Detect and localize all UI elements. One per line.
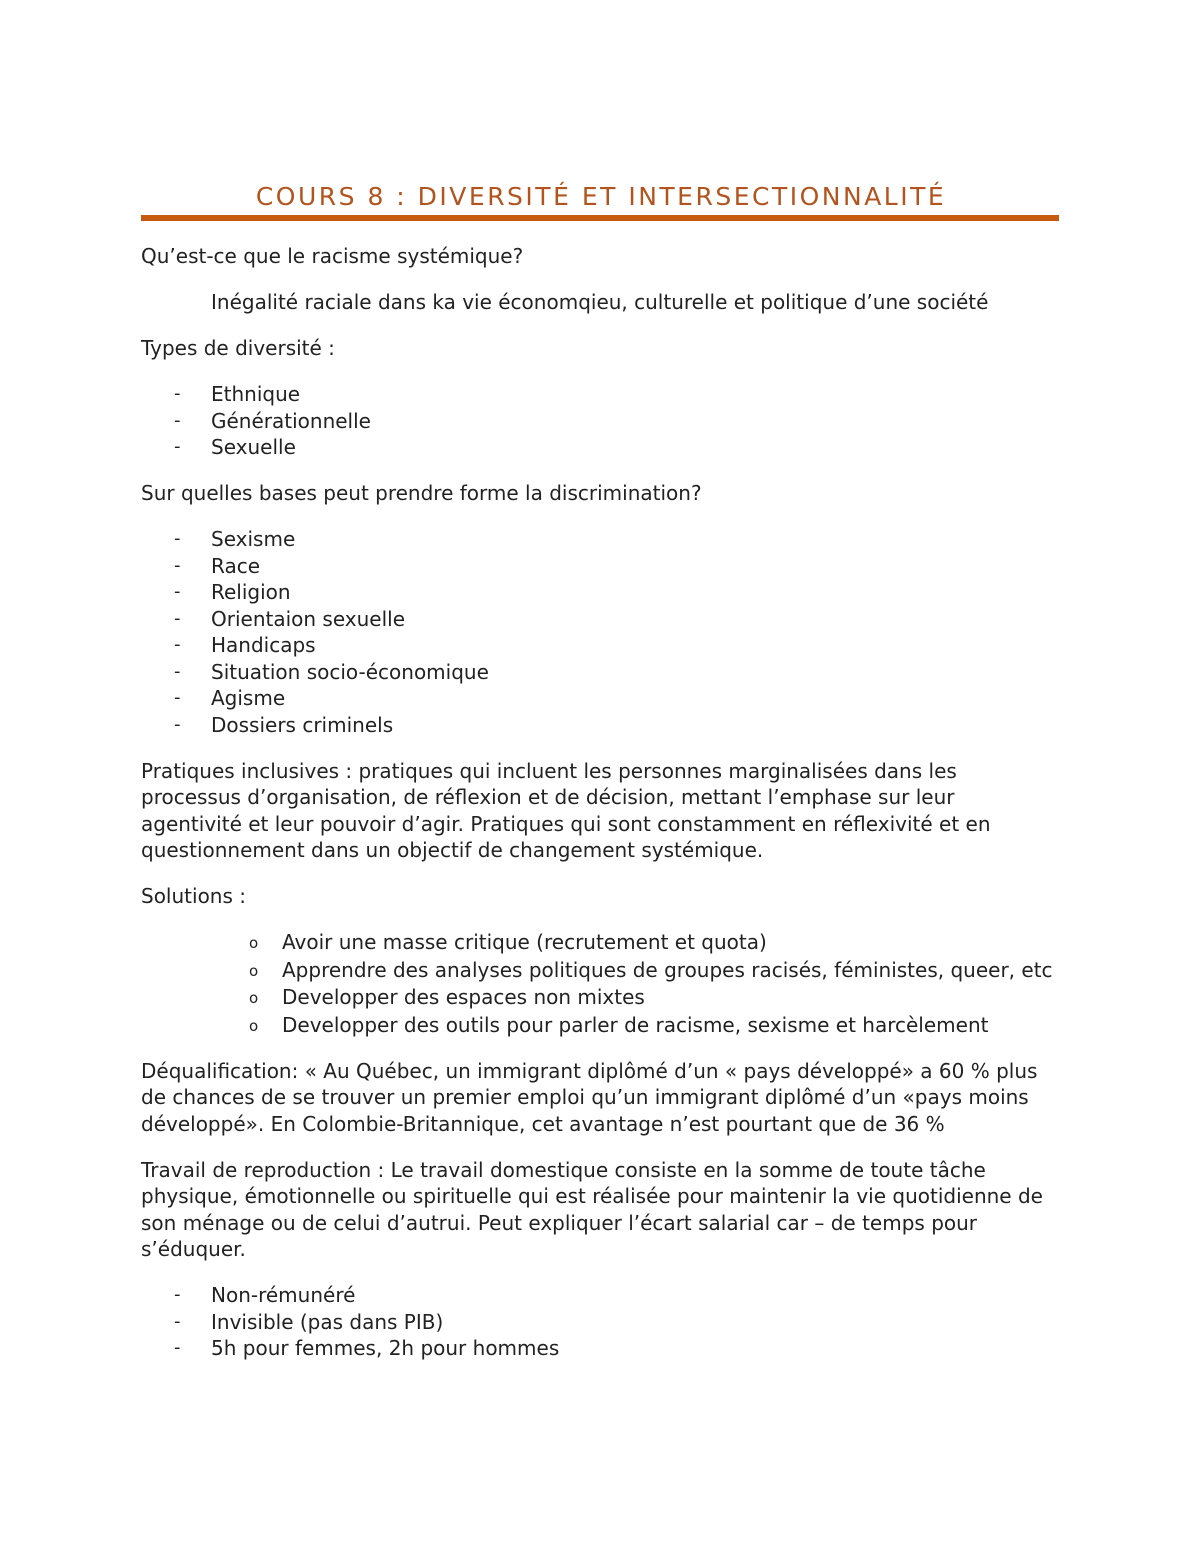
dequalification-paragraph: Déqualification: « Au Québec, un immigrant diplômé d’un « pays développé» a 60 % plus de chances de se trouver un premier emploi qu’un immigrant diplômé d’un «pays moins développé». En Colombie-Britannique, cet avantage n’est pourtant que de 36 %: [141, 1058, 1038, 1136]
list-item: - Agisme: [174, 686, 286, 710]
circle-bullet: o: [249, 989, 259, 1007]
solutions-heading: Solutions :: [141, 884, 246, 908]
list-item: - Générationnelle: [174, 408, 371, 433]
answer-racisme: Inégalité raciale dans ka vie économqieu, culturelle et politique d’une société: [211, 290, 989, 314]
list-item: - Dossiers criminels: [174, 712, 394, 737]
dash-bullet: -: [174, 409, 181, 431]
circle-bullet: o: [249, 1016, 259, 1035]
solutions-list: [141, 929, 1061, 1038]
list-item: o Avoir une masse critique (recrutement et quota): [141, 929, 1061, 956]
list-item: o Developper des outils pour parler de racisme, sexisme et harcèlement: [141, 1012, 1061, 1039]
list-item: - Sexisme: [174, 527, 296, 551]
title-underline: [141, 215, 1059, 221]
dash-bullet: -: [174, 1284, 181, 1305]
dash-bullet: -: [174, 436, 181, 457]
circle-bullet: o: [249, 961, 259, 980]
dash-bullet: -: [174, 660, 181, 682]
question-racisme: Qu’est-ce que le racisme systémique?: [141, 244, 524, 268]
travail-paragraph: Travail de reproduction : Le travail domestique consiste en la somme de toute tâche physique, émotionnelle ou spirituelle qui est réalisée pour maintenir la vie quotidienne de son ménage ou de celui d’autrui. Peut expliquer l’écart salarial car – de temps pour s’éduquer.: [141, 1157, 1043, 1261]
dash-bullet: -: [174, 634, 181, 655]
types-heading: Types de diversité :: [141, 336, 335, 360]
dash-bullet: -: [174, 713, 181, 735]
list-item: o Apprendre des analyses politiques de groupes racisés, féministes, queer, etc: [141, 957, 1061, 984]
list-item: - Ethnique: [174, 382, 301, 406]
travail-list: [141, 1282, 1061, 1362]
document-page: [141, 182, 1061, 1381]
circle-bullet: o: [249, 934, 259, 952]
bases-heading: Sur quelles bases peut prendre forme la discrimination?: [141, 481, 702, 505]
dash-bullet: -: [174, 554, 181, 576]
dash-bullet: -: [174, 1337, 181, 1358]
list-item: - Invisible (pas dans PIB): [174, 1309, 444, 1334]
dash-bullet: -: [174, 581, 181, 602]
dash-bullet: -: [174, 383, 181, 404]
page-title: COURS 8 : DIVERSITÉ ET INTERSECTIONNALITÉ: [255, 182, 947, 211]
list-item: - Sexuelle: [174, 435, 296, 459]
inclusive-paragraph: Pratiques inclusives : pratiques qui incluent les personnes marginalisées dans les processus d’organisation, de réflexion et de décision, mettant l’emphase sur leur agentivité et leur pouvoir d’agir. Pratiques qui sont constamment en réflexivité et en questionnement dans un objectif de changement systémique.: [141, 758, 991, 862]
types-list: [141, 381, 1061, 461]
list-item: - Orientaion sexuelle: [174, 606, 406, 631]
list-item: - Religion: [174, 580, 291, 604]
list-item: - Race: [174, 553, 261, 578]
dash-bullet: -: [174, 687, 181, 708]
dash-bullet: -: [174, 607, 181, 629]
list-item: - 5h pour femmes, 2h pour hommes: [174, 1336, 560, 1360]
list-item: - Non-rémunéré: [174, 1283, 356, 1307]
list-item: - Situation socio-économique: [174, 659, 489, 684]
list-item: o Developper des espaces non mixtes: [141, 984, 1061, 1011]
dash-bullet: -: [174, 528, 181, 549]
list-item: - Handicaps: [174, 633, 316, 657]
bases-list: [141, 526, 1061, 738]
dash-bullet: -: [174, 1310, 181, 1332]
